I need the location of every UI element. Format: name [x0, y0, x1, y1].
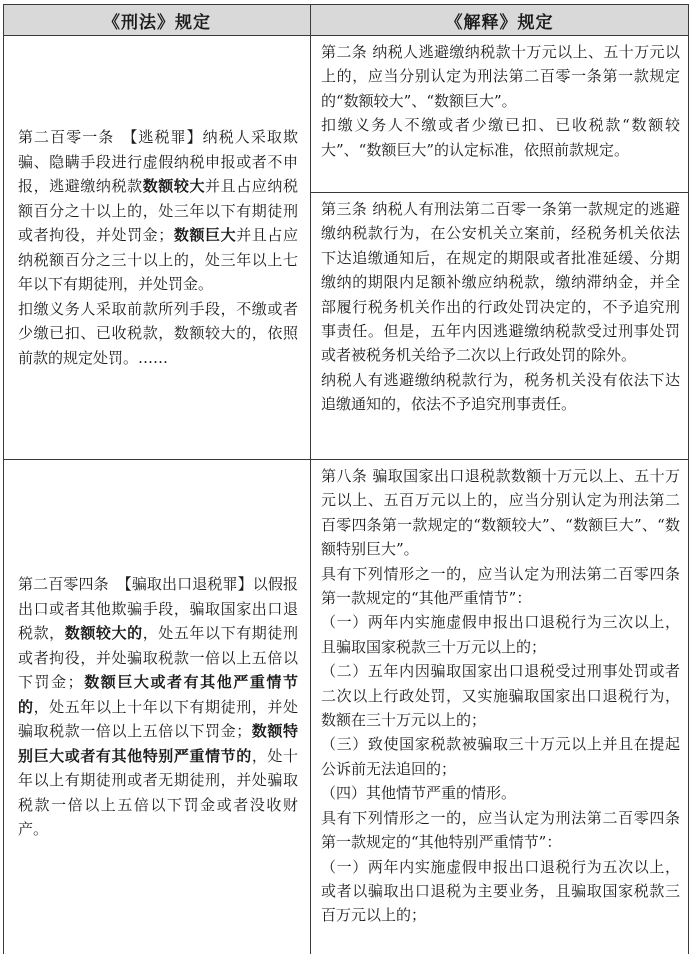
interpretation-paragraph: （一）两年内实施虚假申报出口退税行为三次以上，且骗取国家税款三十万元以上的；	[321, 610, 680, 659]
table-row	[4, 460, 689, 954]
article-201-cell	[4, 36, 311, 460]
interpretation-paragraph: 扣缴义务人不缴或者少缴已扣、已收税款“数额较大”、“数额巨大”的认定标准，依照前款规定。	[321, 113, 680, 162]
interpretation-article-2-cell	[311, 36, 689, 193]
article-201-number: 第二百零一条	[18, 128, 114, 146]
bold-term: 数额特别巨大或者有其他特别严重情节的	[18, 722, 298, 765]
interpretation-paragraph: 具有下列情形之一的，应当认定为刑法第二百零四条第一款规定的“其他特别严重情节”：	[321, 806, 680, 855]
law-comparison-table	[3, 4, 689, 954]
interpretation-paragraph: （四）其他情节严重的情形。	[321, 781, 680, 805]
article-204-crime-name: 【骗取出口退税罪】	[117, 575, 253, 593]
interpretation-header: 《解释》规定	[311, 5, 689, 36]
article-204-cell	[4, 460, 311, 954]
article-201-paragraph-1: 第二百零一条 【逃税罪】纳税人采取欺骗、隐瞒手段进行虚假纳税申报或者不申报，逃避缴纳税款数额较大并且占应纳税额百分之十以上的，处三年以下有期徒刑或者拘役，并处罚金；数额巨大并且占应纳税额百分之三十以上的，处三年以上七年以下有期徒刑，并处罚金。	[18, 125, 298, 297]
interpretation-paragraph: （一）两年内实施虚假申报出口退税行为五次以上，或者以骗取出口退税为主要业务，且骗取国家税款三百万元以上的；	[321, 855, 680, 928]
interpretation-paragraph: 具有下列情形之一的，应当认定为刑法第二百零四条第一款规定的“其他严重情节”：	[321, 562, 680, 611]
article-204-paragraph: 第二百零四条 【骗取出口退税罪】以假报出口或者其他欺骗手段，骗取国家出口退税款，数额较大的，处五年以下有期徒刑或者拘役，并处骗取税款一倍以上五倍以下罚金；数额巨大或者有其他严重情节的，处五年以上十年以下有期徒刑，并处骗取税款一倍以上五倍以下罚金；数额特别巨大或者有其他特别严重情节的，处十年以上有期徒刑或者无期徒刑，并处骗取税款一倍以上五倍以下罚金或者没收财产。	[18, 572, 298, 842]
bold-term: 数额较大的	[65, 624, 143, 642]
header-row	[4, 5, 689, 36]
interpretation-article-8-cell	[311, 460, 689, 954]
table-row	[4, 36, 689, 193]
interpretation-paragraph: 第二条 纳税人逃避缴纳税款十万元以上、五十万元以上的，应当分别认定为刑法第二百零一条第一款规定的“数额较大”、“数额巨大”。	[321, 40, 680, 113]
bold-term: 数额巨大或者有其他严重情节的	[18, 673, 298, 716]
article-204-number: 第二百零四条	[18, 575, 109, 593]
interpretation-paragraph: 第八条 骗取国家出口退税款数额十万元以上、五十万元以上、五百万元以上的，应当分别认定为刑法第二百零四条第一款规定的“数额较大”、“数额巨大”、“数额特别巨大”。	[321, 464, 680, 562]
interpretation-paragraph: 第三条 纳税人有刑法第二百零一条第一款规定的逃避缴纳税款行为，在公安机关立案前，经税务机关依法下达追缴通知后，在规定的期限或者批准延缓、分期缴纳的期限内足额补缴应纳税款，缴纳滞纳金，并全部履行税务机关作出的行政处罚决定的，不予追究刑事责任。但是，五年内因逃避缴纳税款受过刑事处罚或者被税务机关给予二次以上行政处罚的除外。	[321, 197, 680, 368]
interpretation-paragraph: 纳税人有逃避缴纳税款行为，税务机关没有依法下达追缴通知的，依法不予追究刑事责任。	[321, 368, 680, 417]
interpretation-article-3-cell	[311, 193, 689, 460]
bold-term: 数额巨大	[173, 226, 236, 244]
article-201-paragraph-2: 扣缴义务人采取前款所列手段，不缴或者少缴已扣、已收税款，数额较大的，依照前款的规定处罚。……	[18, 297, 298, 371]
interpretation-paragraph: （二）五年内因骗取国家出口退税受过刑事处罚或者二次以上行政处罚，又实施骗取国家出口退税行为，数额在三十万元以上的；	[321, 659, 680, 732]
article-201-crime-name: 【逃税罪】	[122, 128, 202, 146]
interpretation-paragraph: （三）致使国家税款被骗取三十万元以上并且在提起公诉前无法追回的；	[321, 732, 680, 781]
criminal-law-header: 《刑法》规定	[4, 5, 311, 36]
bold-term: 数额较大	[143, 177, 205, 195]
